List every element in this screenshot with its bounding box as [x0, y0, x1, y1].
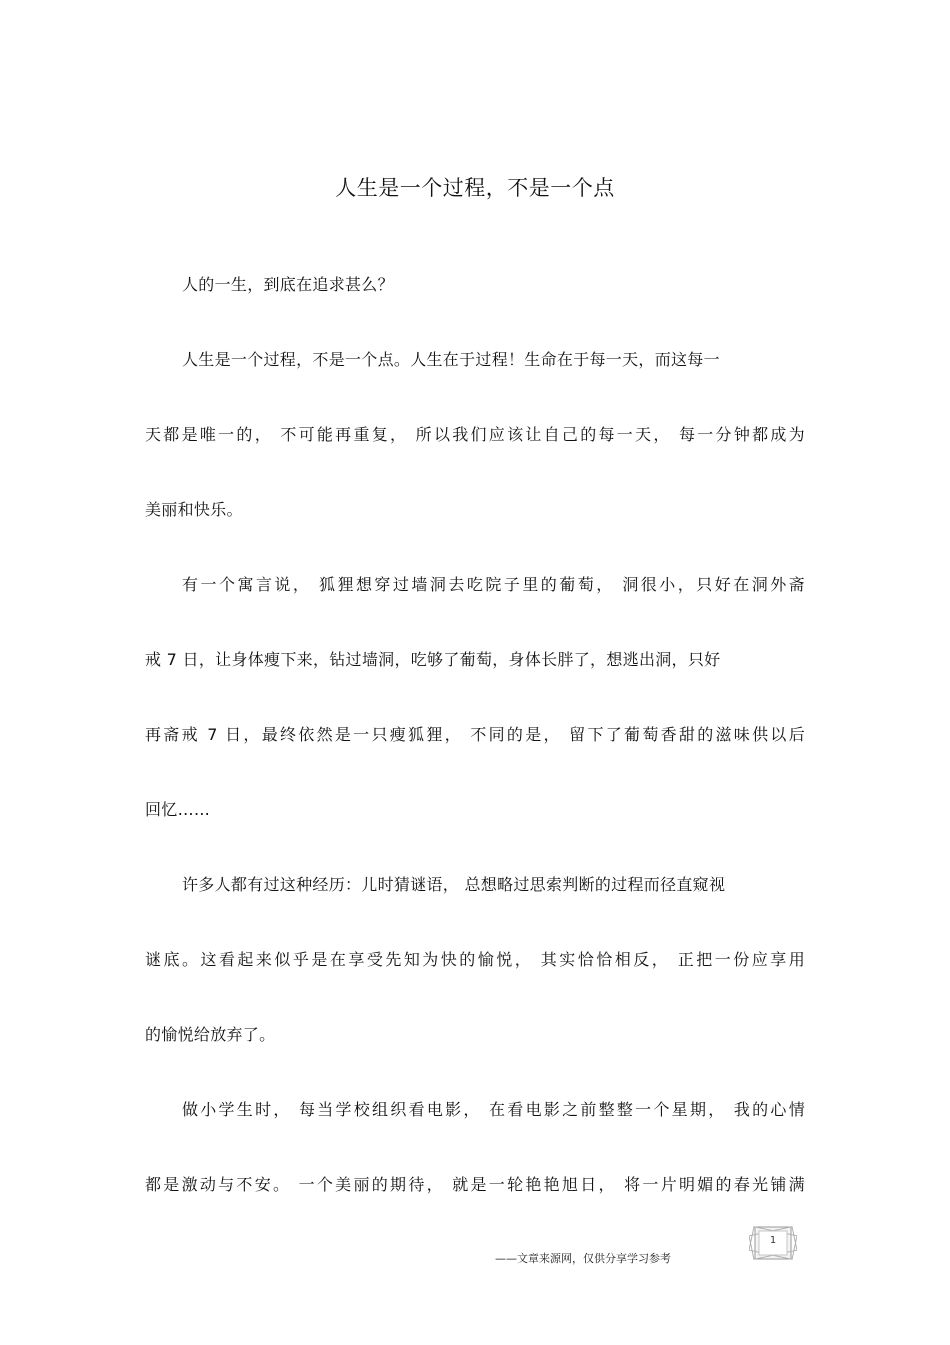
paragraph-line: 都是激动与不安。 一个美丽的期待， 就是一轮艳艳旭日， 将一片明媚的春光铺满: [145, 1175, 805, 1194]
paragraph-line: 许多人都有过这种经历：儿时猜谜语， 总想略过思索判断的过程而径直窥视: [182, 875, 726, 894]
paragraph-line: 回忆……: [145, 800, 211, 819]
paragraph-line: 美丽和快乐。: [145, 500, 243, 519]
page-number-badge: [749, 1222, 797, 1264]
page-number: 1: [769, 1235, 777, 1246]
footer-source-note: ——文章来源网，仅供分享学习参考: [495, 1252, 671, 1265]
paragraph-line: 戒 7 日，让身体瘦下来，钻过墙洞，吃够了葡萄，身体长胖了，想逃出洞，只好: [145, 650, 721, 669]
paragraph-line: 的愉悦给放弃了。: [145, 1025, 276, 1044]
paragraph-line: 天都是唯一的， 不可能再重复， 所以我们应该让自己的每一天， 每一分钟都成为: [145, 425, 805, 444]
paragraph-line: 做小学生时， 每当学校组织看电影， 在看电影之前整整一个星期， 我的心情: [182, 1100, 805, 1119]
paragraph-line: 谜底。这看起来似乎是在享受先知为快的愉悦， 其实恰恰相反， 正把一份应享用: [145, 950, 805, 969]
document-title: 人生是一个过程，不是一个点: [335, 176, 615, 200]
paragraph-line: 有一个寓言说， 狐狸想穿过墙洞去吃院子里的葡萄， 洞很小，只好在洞外斋: [182, 575, 805, 594]
paragraph-line: 再斋戒 7 日，最终依然是一只瘦狐狸， 不同的是， 留下了葡萄香甜的滋味供以后: [145, 725, 805, 744]
paragraph-line: 人生是一个过程，不是一个点。人生在于过程！生命在于每一天，而这每一: [182, 350, 720, 369]
paragraph-line: 人的一生，到底在追求甚么？: [182, 275, 394, 294]
